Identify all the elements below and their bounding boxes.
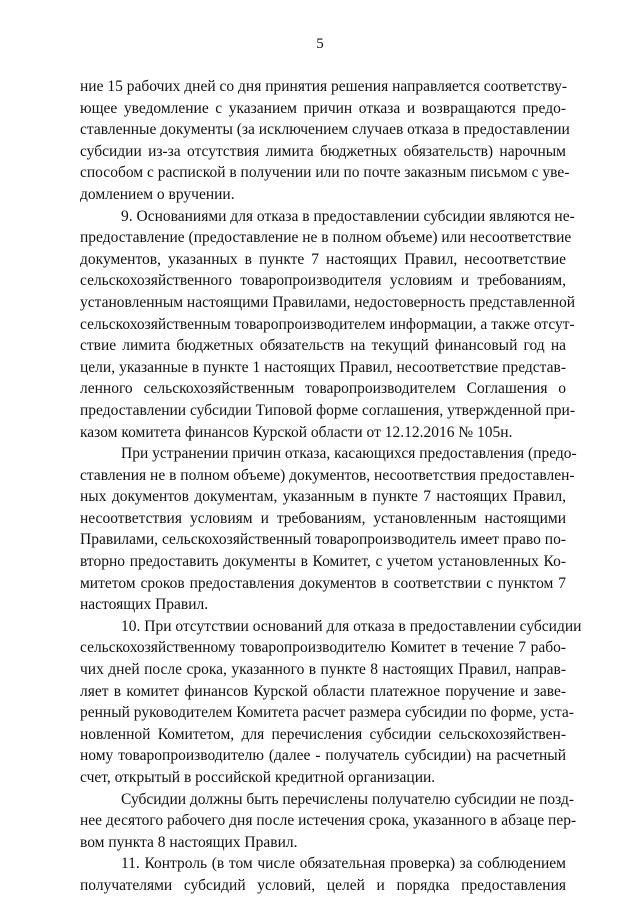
text-line: казом комитета финансов Курской области от 12.12.2016 № 105н. — [80, 423, 513, 441]
paragraph-clause-11 — [80, 853, 566, 896]
text-line: При устранении причин отказа, касающихся предоставления (предо- — [121, 445, 577, 463]
text-line: ному товаропроизводителю (далее - получатель субсидии) на расчетный — [80, 747, 566, 765]
text-line: ренный руководителем Комитета расчет размера субсидии по форме, уста- — [80, 704, 574, 722]
text-line: сельскохозяйственному товаропроизводителю Комитет в течение 7 рабо- — [80, 639, 566, 657]
text-line: предоставление (предоставление не в полном объеме) или несоответствие — [80, 229, 572, 247]
text-line: документов, указанных в пункте 7 настоящих Правил, несоответствие — [80, 250, 566, 268]
paragraph-continued — [80, 76, 570, 206]
text-line: митетом сроков предоставления документов в соответствии с пунктом 7 — [80, 574, 566, 592]
paragraph-clause-9 — [80, 206, 576, 444]
text-line: предоставлении субсидии Типовой форме соглашения, утвержденной при- — [80, 401, 575, 419]
text-line: счет, открытый в российской кредитной организации. — [80, 769, 436, 786]
text-line: ющее уведомление с указанием причин отказа и возвращаются предо- — [80, 99, 566, 117]
text-line: 9. Основаниями для отказа в предоставлении субсидии являются не- — [121, 207, 575, 225]
text-line: сельскохозяйственным товаропроизводителем информации, а также отсут- — [80, 315, 575, 333]
text-line: вторно предоставить документы в Комитет, с учетом установленных Ко- — [80, 553, 566, 571]
text-line: субсидии из-за отсутствия лимита бюджетных обязательств) нарочным — [80, 142, 566, 160]
text-line: настоящих Правил. — [80, 596, 209, 614]
text-line: установленным настоящими Правилами, недостоверность представленной — [80, 293, 576, 311]
document-body — [80, 76, 582, 897]
text-line: ленного сельскохозяйственным товаропроизводителем Соглашения о — [80, 380, 566, 398]
paragraph-clause-10-deadline — [80, 789, 577, 854]
text-line: ляет в комитет финансов Курской области платежное поручение и заве- — [80, 682, 566, 700]
text-line: ствие лимита бюджетных обязательств на текущий финансовый год на — [80, 337, 566, 355]
text-line: ние 15 рабочих дней со дня принятия решения направляется соответству- — [80, 78, 568, 95]
text-line: 10. При отсутствии оснований для отказа в предоставлении субсидии — [121, 617, 582, 635]
text-line: 11. Контроль (в том числе обязательная проверка) за соблюдением — [121, 855, 566, 873]
text-line: нее десятого рабочего дня после истечения срока, указанного в абзаце пер- — [80, 812, 577, 830]
text-line: новленной Комитетом, для перечисления субсидии сельскохозяйствен- — [80, 725, 566, 743]
text-line: получателями субсидий условий, целей и порядка предоставления — [80, 876, 566, 894]
paragraph-clause-10 — [80, 616, 582, 789]
text-line: несоответствия условиям и требованиям, установленным настоящими — [80, 509, 566, 527]
text-line: чих дней после срока, указанного в пункте 8 настоящих Правил, направ- — [80, 661, 566, 679]
text-line: домлением о вручении. — [80, 185, 235, 203]
page-number: 5 — [316, 36, 324, 52]
text-line: Правилами, сельскохозяйственный товаропроизводитель имеет право по- — [80, 531, 566, 549]
text-line: Субсидии должны быть перечислены получателю субсидии не позд- — [121, 790, 575, 808]
text-line: вом пункта 8 настоящих Правил. — [80, 833, 298, 851]
text-line: цели, указанные в пункте 1 настоящих Правил, несоответствие представ- — [80, 358, 566, 376]
text-line: сельскохозяйственного товаропроизводителя условиям и требованиям, — [80, 272, 566, 290]
paragraph-clause-9-remedy — [80, 443, 577, 616]
text-line: ных документов документам, указанным в пункте 7 настоящих Правил, — [80, 488, 566, 506]
text-line: способом с распиской в получении или по почте заказным письмом с уве- — [80, 164, 570, 182]
text-line: ставления не в полном объеме) документов, несоответствия предоставлен- — [80, 466, 575, 484]
text-line: ставленные документы (за исключением случаев отказа в предоставлении — [80, 121, 570, 139]
